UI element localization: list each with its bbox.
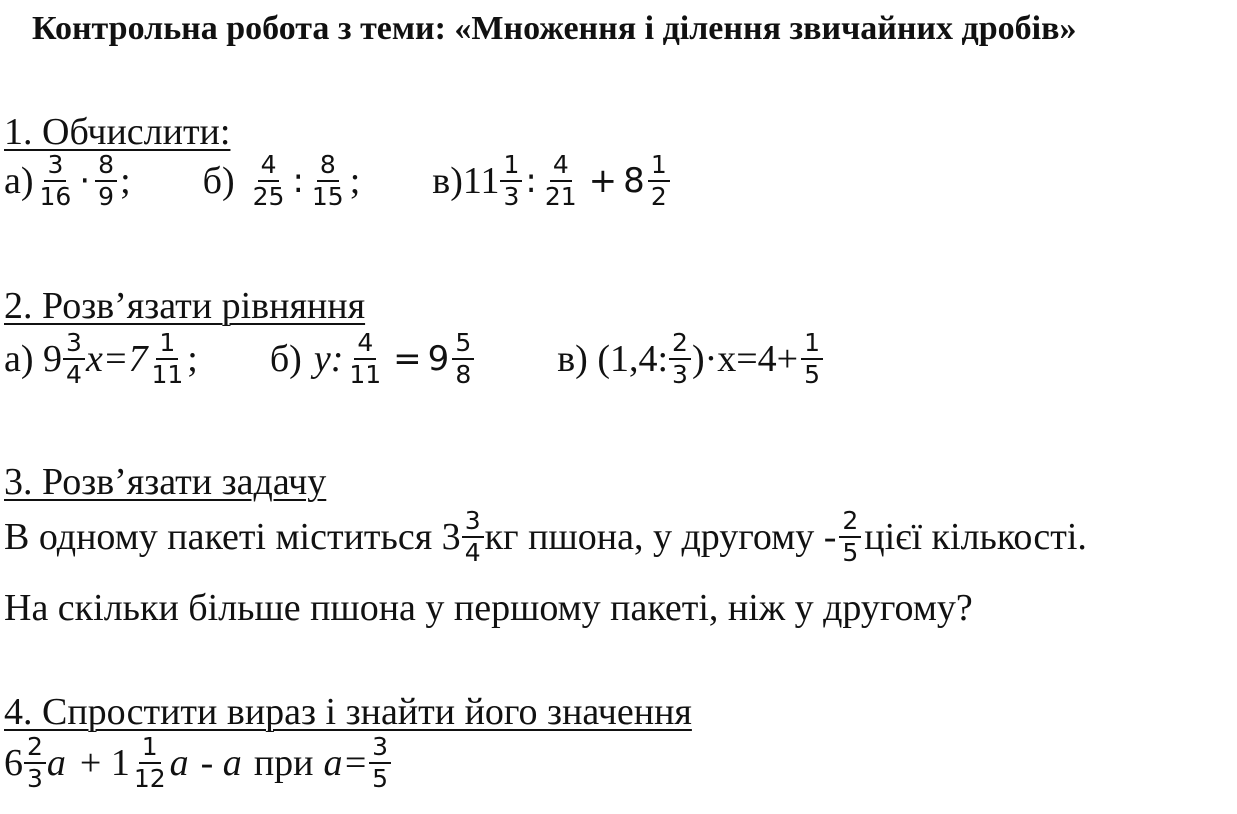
numerator: 2 [839, 508, 861, 538]
numerator: 3 [63, 330, 85, 360]
equals-sign: = [393, 339, 422, 380]
numerator: 1 [156, 330, 178, 360]
fraction [346, 330, 384, 389]
task4-expression [4, 734, 392, 793]
page-title: Контрольна робота з теми: «Множення і ділення звичайних дробів» [32, 10, 1077, 47]
denominator: 5 [804, 360, 821, 390]
fraction [648, 152, 670, 211]
numerator: 1 [801, 330, 823, 360]
minus-term: - a [200, 742, 242, 785]
task3-line-2: На скільки більше пшона у першому пакеті, ніж у другому? [4, 587, 973, 629]
plus-term: + 1 [79, 742, 130, 785]
numerator: 2 [669, 330, 691, 360]
task2-b-label: б) [269, 338, 302, 381]
variable: a [46, 742, 66, 785]
variable: a [169, 742, 189, 785]
numerator: 3 [369, 734, 391, 764]
problem-text: кг пшона, у другому - [484, 516, 837, 559]
whole-number: 6 [4, 742, 23, 785]
fraction [250, 152, 288, 211]
numerator: 4 [354, 330, 376, 360]
denominator: 11 [151, 360, 184, 390]
whole-number: 9 [427, 339, 450, 380]
numerator: 3 [462, 508, 484, 538]
fraction [37, 152, 75, 211]
numerator: 4 [258, 152, 280, 182]
task2-a-label: а) 9 [4, 338, 63, 381]
operator: : [525, 161, 537, 202]
equation-middle: x=7 [85, 338, 148, 381]
denominator: 2 [650, 182, 667, 212]
denominator: 21 [544, 182, 577, 212]
denominator: 3 [672, 360, 688, 390]
fraction [95, 152, 117, 211]
denominator: 5 [842, 538, 859, 568]
fraction [24, 734, 46, 793]
variable-assign: a= [323, 742, 369, 785]
numerator: 2 [24, 734, 46, 764]
equation-middle: )·x=4+ [691, 338, 799, 381]
denominator: 12 [133, 764, 166, 794]
fraction [369, 734, 391, 793]
denominator: 3 [503, 182, 520, 212]
fraction [452, 330, 474, 389]
numerator: 1 [500, 152, 522, 182]
task4-heading: 4. Спростити вираз і знайти його значення [4, 691, 692, 733]
plus-sign: + [588, 161, 618, 202]
problem-text: цієї кількості. [864, 516, 1087, 559]
numerator: 3 [44, 152, 66, 182]
fraction [500, 152, 522, 211]
numerator: 8 [95, 152, 117, 182]
task1-line [4, 152, 673, 211]
fraction [542, 152, 580, 211]
task3-line-1 [4, 508, 1087, 567]
operator: : [292, 161, 304, 202]
operator: · [79, 161, 91, 202]
task1-heading: 1. Обчислити: [4, 111, 231, 153]
fraction [669, 330, 691, 389]
denominator: 11 [349, 360, 382, 390]
task2-c-label: в) (1,4: [557, 338, 669, 381]
denominator: 9 [98, 182, 115, 212]
fraction [309, 152, 347, 211]
whole-number: 11 [462, 160, 500, 203]
numerator: 1 [139, 734, 161, 764]
semicolon: ; [120, 160, 131, 203]
numerator: 4 [550, 152, 572, 182]
task2-heading: 2. Розв’язати рівняння [4, 285, 366, 327]
denominator: 3 [27, 764, 43, 794]
numerator: 8 [317, 152, 339, 182]
task1-b-label: б) [202, 160, 235, 203]
semicolon: ; [187, 338, 198, 381]
fraction [148, 330, 186, 389]
variable: y: [313, 338, 344, 381]
denominator: 4 [66, 360, 82, 390]
fraction [839, 508, 861, 567]
denominator: 4 [464, 538, 481, 568]
fraction [462, 508, 484, 567]
at-word: при [253, 742, 314, 785]
fraction [801, 330, 823, 389]
semicolon: ; [349, 160, 361, 203]
denominator: 25 [252, 182, 285, 212]
denominator: 16 [39, 182, 72, 212]
numerator: 5 [452, 330, 474, 360]
problem-text: В одному пакеті міститься 3 [4, 516, 461, 559]
task1-a-label: а) [4, 160, 34, 203]
task3-heading: 3. Розв’язати задачу [4, 461, 327, 503]
numerator: 1 [648, 152, 670, 182]
denominator: 8 [455, 360, 472, 390]
denominator: 5 [372, 764, 389, 794]
fraction [131, 734, 169, 793]
fraction [63, 330, 85, 389]
task2-line [4, 330, 826, 389]
denominator: 15 [311, 182, 344, 212]
whole-number: 8 [623, 161, 645, 202]
task1-c-label: в) [432, 160, 463, 203]
